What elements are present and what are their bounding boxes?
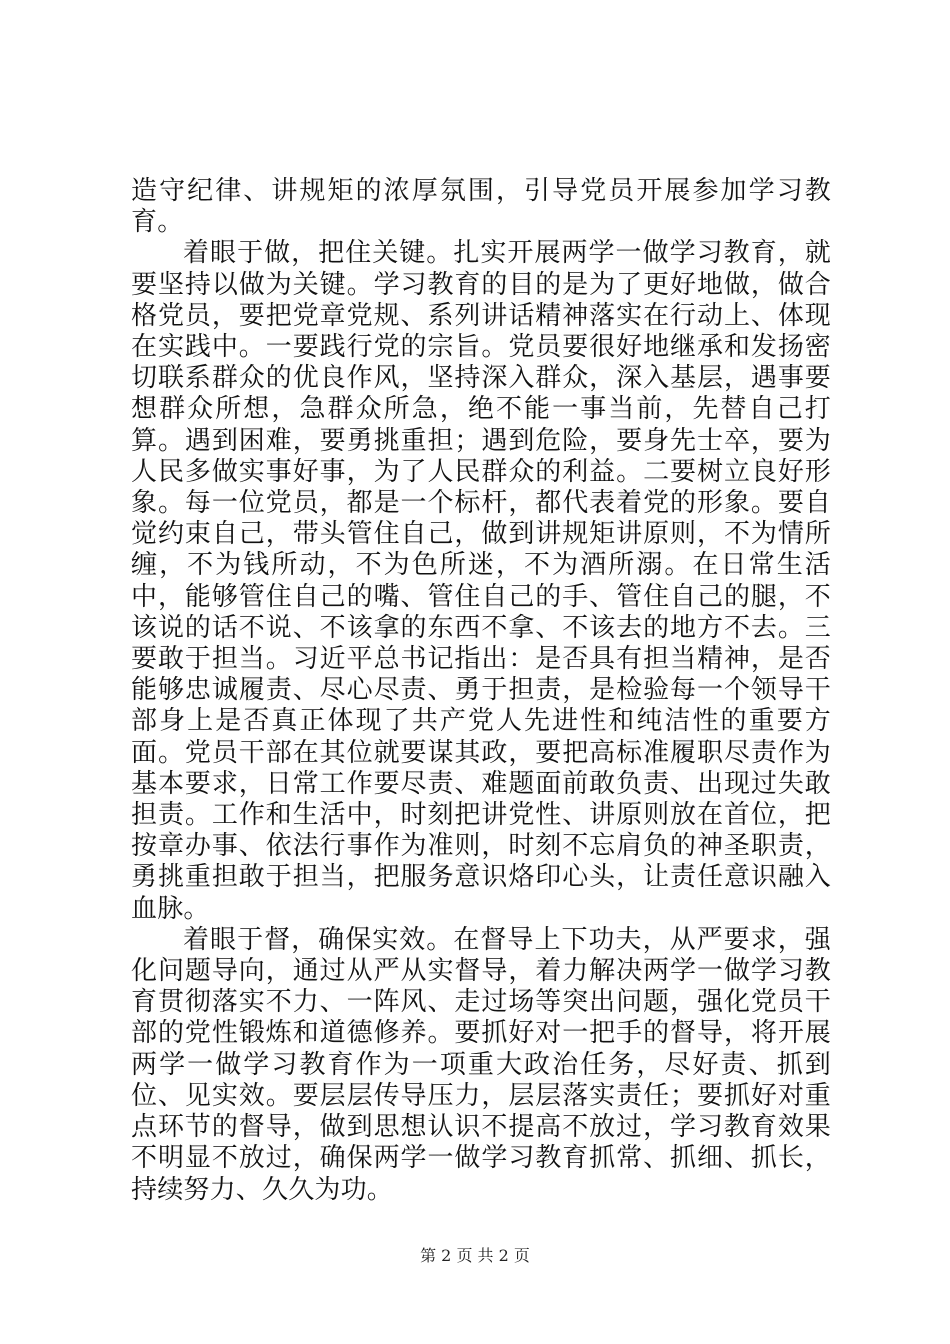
page-number-label: 第 2 页 共 2 页 — [420, 1246, 530, 1265]
document-body — [131, 176, 831, 1206]
paragraph-focus-on-supervision: 着眼于督，确保实效。在督导上下功夫，从严要求，强化问题导向，通过从严从实督导，着力解决两学一做学习教育贯彻落实不力、一阵风、走过场等突出问题，强化党员干部的党性锻炼和道德修养。要抓好对一把手的督导，将开展两学一做学习教育作为一项重大政治任务，尽好责、抓到位、见实效。要层层传导压力，层层落实责任；要抓好对重点环节的督导，做到思想认识不提高不放过，学习教育效果不明显不放过，确保两学一做学习教育抓常、抓细、抓长，持续努力、久久为功。 — [131, 924, 831, 1205]
paragraph-continuation: 造守纪律、讲规矩的浓厚氛围，引导党员开展参加学习教育。 — [131, 176, 831, 238]
paragraph-focus-on-doing: 着眼于做，把住关键。扎实开展两学一做学习教育，就要坚持以做为关键。学习教育的目的是为了更好地做，做合格党员，要把党章党规、系列讲话精神落实在行动上、体现在实践中。一要践行党的宗旨。党员要很好地继承和发扬密切联系群众的优良作风，坚持深入群众，深入基层，遇事要想群众所想，急群众所急，绝不能一事当前，先替自己打算。遇到困难，要勇挑重担；遇到危险，要身先士卒，要为人民多做实事好事，为了人民群众的利益。二要树立良好形象。每一位党员，都是一个标杆，都代表着党的形象。要自觉约束自己，带头管住自己，做到讲规矩讲原则，不为情所缠，不为钱所动，不为色所迷，不为酒所溺。在日常生活中，能够管住自己的嘴、管住自己的手、管住自己的腿，不该说的话不说、不该拿的东西不拿、不该去的地方不去。三要敢于担当。习近平总书记指出：是否具有担当精神，是否能够忠诚履责、尽心尽责、勇于担责，是检验每一个领导干部身上是否真正体现了共产党人先进性和纯洁性的重要方面。党员干部在其位就要谋其政，要把高标准履职尽责作为基本要求，日常工作要尽责、难题面前敢负责、出现过失敢担责。工作和生活中，时刻把讲党性、讲原则放在首位，把按章办事、依法行事作为准则，时刻不忘肩负的神圣职责，勇挑重担敢于担当，把服务意识烙印心头，让责任意识融入血脉。 — [131, 238, 831, 924]
page-footer — [0, 1246, 950, 1266]
